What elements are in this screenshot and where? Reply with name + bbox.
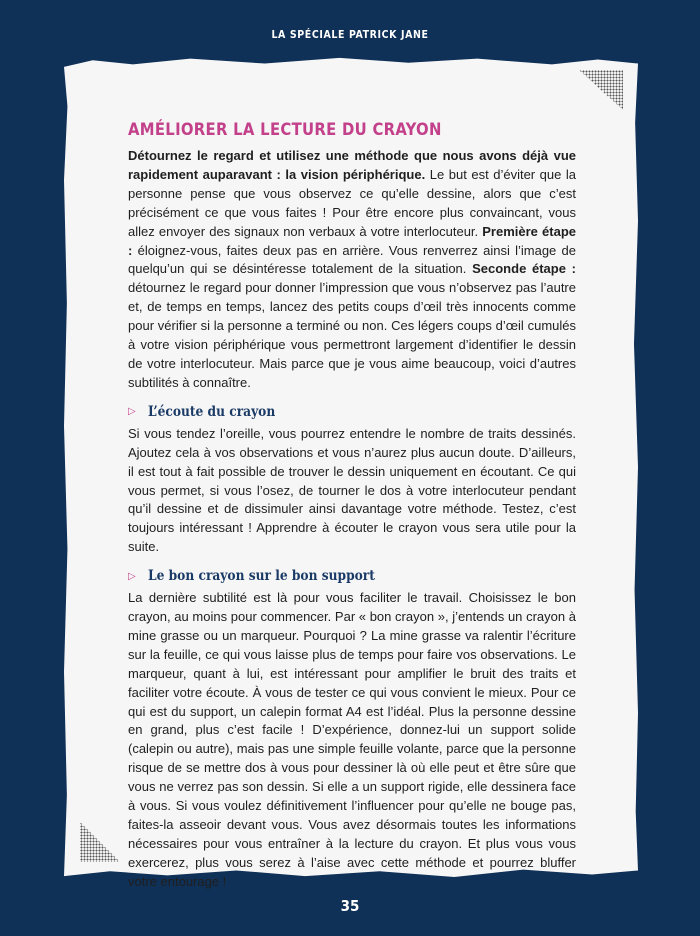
intro-text-2: éloignez-vous, faites deux pas en arrière. Vous renverrez ainsi l’image de quelqu’un qui se désintéresse totalement de la situation.	[128, 242, 576, 277]
section-title: L’écoute du crayon	[148, 403, 276, 420]
article	[128, 120, 576, 892]
running-header: LA SPÉCIALE PATRICK JANE	[271, 29, 429, 41]
step-one-label: Première étape :	[128, 223, 576, 258]
intro-paragraph	[128, 147, 576, 393]
triangle-bullet-icon: ▷	[128, 570, 136, 582]
section-body: Si vous tendez l’oreille, vous pourrez entendre le nombre de traits dessinés. Ajoutez cela à vos observations et vous n’aurez plus aucun doute. D’ailleurs, il est tout à fait possible de trouver le dessin uniquement en écoutant. Ce qui vous permet, si vous l’osez, de tourner le dos à votre interlocuteur pendant qu’il dessine et de dissimuler ainsi davantage votre méthode. Testez, c’est toujours intéressant ! Apprendre à écouter le crayon vous sera utile pour la suite.	[128, 425, 576, 555]
step-two-label: Seconde étape :	[472, 261, 576, 277]
section-heading-ecoute	[128, 404, 576, 420]
triangle-bullet-icon: ▷	[128, 406, 136, 418]
section-body: La dernière subtilité est là pour vous faciliter le travail. Choisissez le bon crayon, au moins pour commencer. Par « bon crayon », j’entends un crayon à mine grasse ou un marqueur. Pourquoi ? La mine grasse va ralentir l’écriture sur la feuille, ce qui vous laisse plus de temps pour faire vos observations. Le marqueur, quant à lui, est intéressant pour amplifier le bruit des traits et faciliter votre écoute. À vous de tester ce qui vous convient le mieux. Pour ce qui est du support, un calepin format A4 est l’idéal. Plus la personne dessine en grand, plus c’est facile ! D’expérience, donnez-lui un support solide (calepin ou autre), mais pas une simple feuille volante, parce que la personne risque de se mettre dos à vous pour dessiner là où elle peut et être sûre que vous ne verrez pas son dessin. Si elle a un support rigide, elle dessinera face à vous. Si vous voulez définitivement l’influencer pour qu’elle ne bouge pas, faites-la asseoir devant vous. Vous avez désormais toutes les informations nécessaires pour vous entraîner à la lecture du crayon. Et plus vous vous exercerez, plus vous serez à l’aise avec cette méthode et pourrez bluffer votre entourage !	[128, 590, 576, 889]
section-title: Le bon crayon sur le bon support	[148, 568, 375, 585]
section-heading-support	[128, 568, 576, 584]
intro-text-3: détournez le regard pour donner l’impression que vous n’observez pas l’autre et, de temps en temps, lancez des petits coups d’œil très innocents comme pour vérifier si la personne a terminé ou non. Ces légers coups d’œil cumulés à votre vision périphérique vous permettront largement d’identifier le dessin de votre interlocuteur. Mais parce que je vous aime beaucoup, voici d’autres subtilités à connaître.	[128, 280, 576, 390]
article-title: AMÉLIORER LA LECTURE DU CRAYON	[128, 120, 442, 139]
intro-text-1: Le but est d’éviter que la personne pense que vous observez ce qu’elle dessine, alors que c’est précisément ce que vous faites ! Pour être encore plus convaincant, vous allez envoyer des signaux non verbaux à votre interlocuteur.	[128, 166, 577, 239]
intro-lead: Détournez le regard et utilisez une méthode que nous avons déjà vue rapidement auparavant : la vision périphérique.	[128, 148, 576, 182]
page-number: 35	[340, 897, 360, 915]
